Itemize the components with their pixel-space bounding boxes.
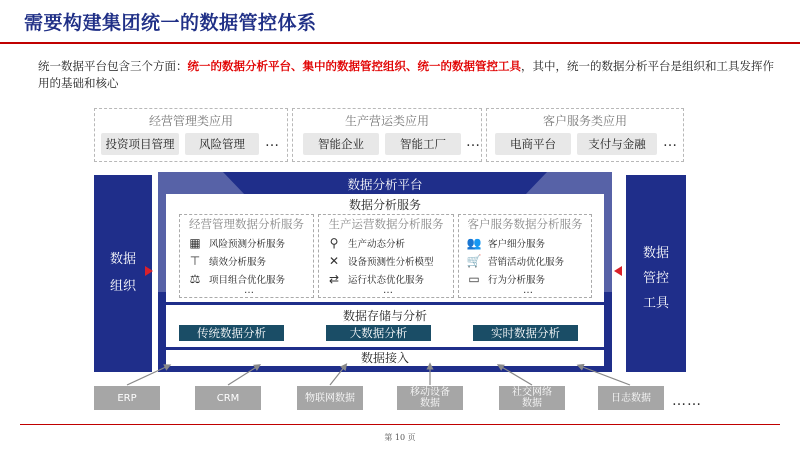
storage-item: 大数据分析 <box>326 325 431 341</box>
scale-icon: ⚖ <box>189 272 201 286</box>
service-item-label: 行为分析服务 <box>488 275 546 286</box>
magnifier-icon: ⚲ <box>329 236 339 250</box>
services-title: 数据分析服务 <box>348 198 421 212</box>
app-group-title: 生产营运类应用 <box>344 114 429 128</box>
service-item-label: 绩效分析服务 <box>209 257 267 268</box>
data-organization-panel <box>94 175 152 372</box>
screen-icon: ▭ <box>468 272 480 286</box>
more-indicator: …… <box>672 393 702 409</box>
data-source-mobile <box>397 386 463 410</box>
source-label: 日志数据 <box>611 392 651 404</box>
app-group-operations <box>94 108 288 162</box>
intro-highlight: 统一的数据分析平台、集中的数据管控组织、统一的数据管控工具 <box>187 59 521 73</box>
app-item: 智能工厂 <box>385 133 461 155</box>
source-label: 移动设备 <box>410 387 450 398</box>
service-item <box>186 234 285 252</box>
source-label: 数据 <box>420 398 440 409</box>
arrow-left-icon <box>614 266 622 276</box>
app-group-title: 客户服务类应用 <box>542 114 627 128</box>
app-group-title: 经营管理类应用 <box>148 114 233 128</box>
source-label: 数据 <box>522 398 542 409</box>
cart-icon: 🛒 <box>466 254 482 268</box>
app-group-production <box>292 108 482 162</box>
panel-label-line: 组织 <box>109 279 136 294</box>
app-group-customer <box>486 108 684 162</box>
storage-title: 数据存储与分析 <box>342 309 427 323</box>
service-item-label: 风险预测分析服务 <box>209 239 286 250</box>
storage-item: 传统数据分析 <box>179 325 284 341</box>
service-item-label: 客户细分服务 <box>488 239 546 250</box>
more-indicator: … <box>466 134 481 150</box>
analysis-services-box <box>166 194 604 302</box>
source-label: ERP <box>117 392 137 404</box>
more-indicator: … <box>265 134 280 150</box>
panel-label-line: 管控 <box>642 271 669 286</box>
service-group-title: 客户服务数据分析服务 <box>467 217 583 231</box>
more-indicator: … <box>523 285 533 296</box>
panel-label-line: 数据 <box>109 252 136 267</box>
data-analysis-platform <box>158 172 612 372</box>
data-ingestion-bar: 数据接入 <box>166 350 604 366</box>
storage-analysis-box <box>166 305 604 347</box>
more-indicator: … <box>244 285 254 296</box>
service-group-title: 生产运营数据分析服务 <box>328 217 444 231</box>
intro-prefix: 统一数据平台包含三个方面： <box>38 59 188 73</box>
page-title: 需要构建集团统一的数据管控体系 <box>24 12 317 34</box>
source-label: 物联网数据 <box>305 392 355 404</box>
service-group-production <box>318 214 454 298</box>
app-item: 支付与金融 <box>577 133 657 155</box>
more-indicator: … <box>383 285 393 296</box>
service-item-label: 运行状态优化服务 <box>348 275 425 286</box>
source-label: CRM <box>216 392 240 404</box>
service-item-label: 生产动态分析 <box>348 239 406 250</box>
data-source-social <box>499 386 565 410</box>
data-governance-tools-panel <box>626 175 686 372</box>
intro-suffix: ，其中，统一的数据分析平台是组织和工具发挥作用的基础和核心 <box>38 59 774 90</box>
intro-paragraph <box>38 58 778 92</box>
data-source-logs <box>598 386 664 410</box>
source-arrows <box>0 360 800 388</box>
service-group-customer <box>458 214 592 298</box>
service-item <box>465 234 545 252</box>
data-source-crm <box>195 386 261 410</box>
data-source-erp <box>94 386 160 410</box>
title-divider <box>0 42 800 44</box>
service-item <box>186 270 285 288</box>
panel-label-line: 数据 <box>642 246 669 261</box>
source-label: 社交网络 <box>512 387 552 398</box>
service-group-operations <box>179 214 314 298</box>
arrow-right-icon <box>145 266 153 276</box>
more-indicator: … <box>663 134 678 150</box>
service-item-label: 营销活动优化服务 <box>488 257 565 268</box>
service-item-label: 设备预测性分析模型 <box>348 257 434 268</box>
service-item <box>186 252 266 270</box>
faucet-icon: ⊤ <box>189 254 201 268</box>
status-flow-icon: ⇄ <box>328 272 340 286</box>
app-item: 投资项目管理 <box>101 133 179 155</box>
service-item-label: 项目组合优化服务 <box>209 275 286 286</box>
page-number: 第 10 页 <box>384 433 416 442</box>
service-item <box>465 252 564 270</box>
service-item <box>325 270 424 288</box>
app-item: 电商平台 <box>495 133 571 155</box>
people-icon: 👥 <box>466 236 482 250</box>
service-group-title: 经营管理数据分析服务 <box>189 217 304 231</box>
platform-title: 数据分析平台 <box>347 177 423 192</box>
service-item <box>465 270 545 288</box>
app-item: 风险管理 <box>185 133 259 155</box>
app-item: 智能企业 <box>303 133 379 155</box>
data-source-iot <box>297 386 363 410</box>
footer-divider <box>20 424 780 425</box>
service-item <box>325 234 405 252</box>
building-chart-icon: ▦ <box>189 236 201 250</box>
storage-item: 实时数据分析 <box>473 325 578 341</box>
panel-label-line: 工具 <box>642 296 669 311</box>
service-item <box>325 252 434 270</box>
tools-icon: ✕ <box>328 254 340 268</box>
